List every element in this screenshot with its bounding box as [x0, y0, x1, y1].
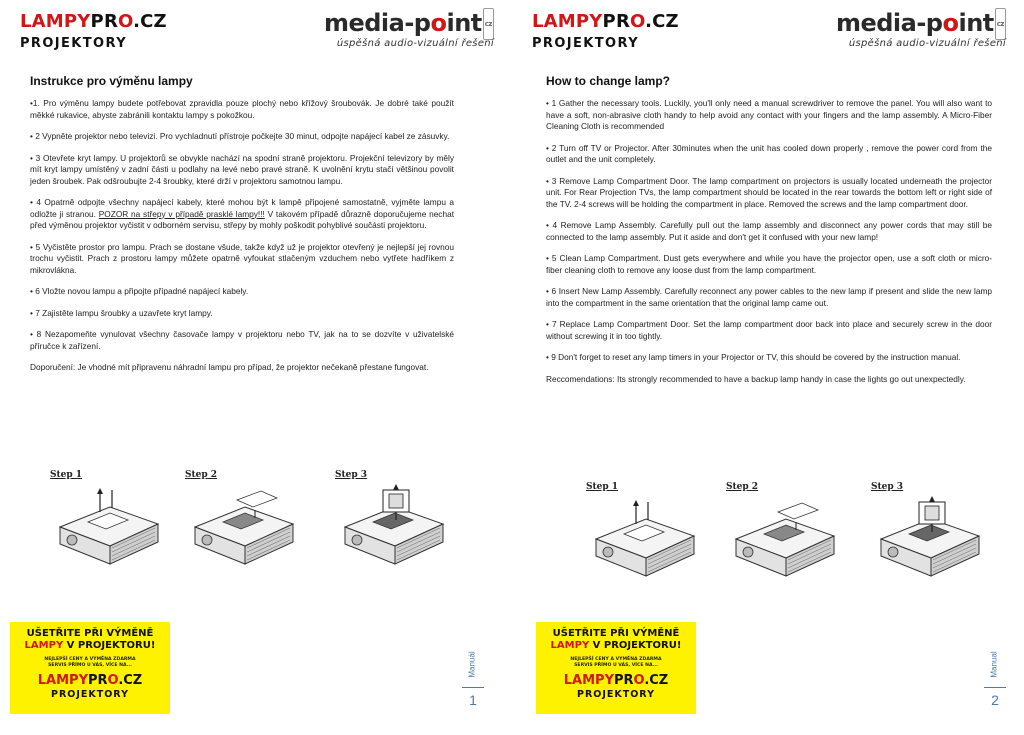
projector-step1-illustration [586, 494, 701, 589]
recommendation-paragraph: Reccomendations: Its strongly recommended to have a backup lamp handy in case the lights go out unexpectedly. [546, 373, 966, 384]
instructions-en [546, 74, 992, 395]
step-paragraph: • 1 Gather the necessary tools. Luckily, you'll only need a manual screwdriver to remove the panel. You will also want to have a soft, non-abrasive cloth handy to help avoid any contact with your fingers and the lamp assembly. A Micro-Fiber Cleaning Cloth is recommended [546, 98, 992, 131]
projector-step3-illustration [335, 482, 450, 577]
step-paragraph: • 9 Don't forget to reset any lamp timers in your Projector or TV, this should be covered by the instruction manual. [546, 352, 961, 362]
mp-name-dot: o [942, 9, 959, 37]
page-footer [984, 650, 1006, 710]
mp-name-a: media-p [835, 9, 943, 37]
ad-logo-o: O [633, 673, 645, 688]
page-number: 2 [991, 692, 999, 708]
ad-logo-cz: .CZ [644, 673, 669, 688]
step-illustrations [586, 482, 984, 592]
manual-label: Manual [989, 651, 999, 678]
step-3-label: Step 3 [335, 470, 368, 480]
page-title: How to change lamp? [546, 74, 671, 88]
step-paragraph: •1. Pro výměnu lampy budete potřebovat zpravidla pouze plochý nebo křížový šroubovák. Je dobré také použít měkké rukavice, abyste zabránili kontaktu lampy s pokožkou. [30, 98, 454, 120]
projector-step3-illustration [871, 494, 986, 589]
mp-name-dot: o [430, 9, 447, 37]
ad-logo-o: O [107, 673, 119, 688]
ad-headline-red: LAMPY [24, 640, 64, 651]
step-paragraph: • 5 Clean Lamp Compartment. Dust gets everywhere and while you have the projector open, use a soft cloth or micro-fiber cleaning cloth to remove any loose dust from the lamp compartment. [546, 253, 992, 275]
mp-slogan: úspěšná audio-vizuální řešení [848, 38, 1006, 49]
logo-cz-text: .CZ [133, 11, 167, 32]
step-paragraph: • 8 Nezapomeňte vynulovat všechny časovače lampy v projektoru nebo TV, jak na to se dozvíte v uživatelské příručce k zařízení. [30, 329, 454, 351]
mp-slogan: úspěšná audio-vizuální řešení [336, 38, 494, 49]
instructions-cz [30, 74, 454, 384]
ad-logo-cz: .CZ [118, 673, 143, 688]
page-number: 1 [469, 692, 477, 708]
step-paragraph: • 3 Remove Lamp Compartment Door. The lamp compartment on projectors is usually located underneath the projector unit. For Rear Projection TVs, the lamp compartment should be located in the rear towards the bottom left or right side of the TV. 2-4 screws will be holding the compartment in place. Removed the screws and the lamp compartment door. [546, 175, 992, 209]
step-3-figure [871, 482, 991, 592]
ad-small-2: SERVIS PŘÍMO U VÁS, VÍCE NA... [574, 663, 658, 668]
step-1-label: Step 1 [50, 470, 83, 480]
ad-headline-black: V PROJEKTORU! [592, 640, 682, 651]
step-2-figure [185, 470, 305, 580]
step-paragraph: • 5 Vyčistěte prostor pro lampu. Prach se dostane všude, takže když už je projektor otevřený je nejlepší jej rovnou trochu vyčistit. Prach z prostoru lampy můžete opatrně vyfoukat stlačeným vzduchem nebo vytřete hadříkem z mikrovlákna. [30, 241, 454, 275]
ad-logo-pro: PR [88, 673, 108, 688]
step-paragraph: • 6 Vložte novou lampu a připojte případné napájecí kabely. [30, 286, 249, 296]
page-footer [462, 650, 484, 710]
step-paragraph: • 2 Vypněte projektor nebo televizi. Pro vychladnutí přístroje počkejte 30 minut, odpojte napájecí kabel ze zásuvky. [30, 131, 450, 141]
mp-name-b: int [446, 9, 482, 37]
step-1-figure [586, 482, 706, 592]
step4-warning: POZOR na střepy v případě prasklé lampy!!! [98, 208, 265, 219]
lampypro-logo [532, 12, 682, 51]
step-1-label: Step 1 [586, 482, 619, 492]
ad-headline-1: UŠETŘITE PŘI VÝMĚNĚ [552, 628, 680, 639]
logo-pro-text: PR [90, 11, 118, 32]
media-point-logo [806, 8, 1006, 49]
ad-headline-red: LAMPY [550, 640, 590, 651]
step-paragraph: • 7 Zajistěte lampu šroubky a uzavřete kryt lampy. [30, 307, 213, 318]
footer-divider [462, 687, 484, 688]
projector-step2-illustration [185, 482, 300, 577]
step4-text-b: V takovém případě důrazně doporučujeme nechat před výměnou projektor vyčistit v odborném servisu, střepy by mohly poškodit pohyblivé součásti projektoru. [30, 208, 454, 230]
recommendation-paragraph: Doporučení: Je vhodné mít připravenu náhradní lampu pro případ, že projektor nečekaně přestane fungovat. [30, 362, 429, 372]
logo-lampy-text: LAMPY [532, 11, 603, 32]
logo-projektory-text: PROJEKTORY [532, 36, 640, 51]
lamp-promo-banner [10, 622, 170, 714]
step-paragraph: • 4 Remove Lamp Assembly. Carefully pull out the lamp assembly and disconnect any power cords that may still be connected to the lamp assembly. Put it aside and don't get it confused with your new lamp! [546, 220, 992, 242]
ad-logo-lampy: LAMPY [37, 673, 88, 688]
step-2-label: Step 2 [185, 470, 218, 480]
ad-logo-pro: PR [614, 673, 634, 688]
mp-badge: cz [483, 8, 494, 40]
step-paragraph: • 6 Insert New Lamp Assembly. Carefully reconnect any power cables to the new lamp if present and slide the new lamp into the compartment in the same orientation that the original lamp came out. [546, 286, 992, 308]
page-title: Instrukce pro výměnu lampy [30, 74, 193, 88]
mp-name-a: media-p [323, 9, 431, 37]
ad-small-1: NEJLEPŠÍ CENY A VÝMĚNA ZDARMA [44, 657, 136, 662]
page-english [512, 0, 1024, 735]
mp-badge: cz [995, 8, 1006, 40]
ad-headline-black: V PROJEKTORU! [66, 640, 156, 651]
footer-divider [984, 687, 1006, 688]
logo-cz-text: .CZ [645, 11, 679, 32]
logo-projektory-text: PROJEKTORY [20, 36, 128, 51]
step-3-figure [335, 470, 455, 580]
projector-step2-illustration [726, 494, 841, 589]
step-illustrations [50, 470, 472, 580]
logo-o-text: O [630, 11, 646, 32]
logo-lampy-text: LAMPY [20, 11, 91, 32]
manual-label: Manuál [467, 651, 477, 678]
step-paragraph: • 2 Turn off TV or Projector. After 30minutes when the unit has cooled down properly , remove the power cord from the outlet and the unit completely. [546, 142, 992, 164]
step-1-figure [50, 470, 170, 580]
logo-pro-text: PR [602, 11, 630, 32]
step4-text-a: • 4 Opatrně odpojte všechny napájecí kabely, které mohou být k lampě připojené samostatně, vyjměte lampu a odložte ji stranou. [30, 197, 454, 219]
ad-small-2: SERVIS PŘÍMO U VÁS, VÍCE NA... [48, 663, 132, 668]
ad-logo-lampy: LAMPY [563, 673, 614, 688]
step-3-label: Step 3 [871, 482, 904, 492]
ad-headline-1: UŠETŘITE PŘI VÝMĚNĚ [26, 628, 154, 639]
logo-o-text: O [118, 11, 134, 32]
ad-projektory: PROJEKTORY [51, 689, 129, 700]
media-point-logo [294, 8, 494, 49]
step-paragraph [30, 197, 454, 232]
lamp-promo-banner [536, 622, 696, 714]
step-paragraph: • 3 Otevřete kryt lampy. U projektorů se obvykle nachází na spodní straně projektoru. Projekční televizory by měly mít kryt lampy umístěný v zadní části u podlahy na levé nebo pravé straně. K uvolnění krytu stačí většinou povolit jeden šroubek. Pak odšroubujte 2-4 šroubky, které drží v projektoru samotnou lampu. [30, 152, 454, 186]
step-2-figure [726, 482, 846, 592]
ad-projektory: PROJEKTORY [577, 689, 655, 700]
lampypro-logo [20, 12, 170, 51]
ad-small-1: NEJLEPŠÍ CENY A VÝMĚNA ZDARMA [570, 657, 662, 662]
mp-name-b: int [958, 9, 994, 37]
projector-step1-illustration [50, 482, 165, 577]
step-paragraph: • 7 Replace Lamp Compartment Door. Set the lamp compartment door back into place and securely screw in the door without screwing it in too tightly. [546, 319, 992, 341]
step-2-label: Step 2 [726, 482, 759, 492]
